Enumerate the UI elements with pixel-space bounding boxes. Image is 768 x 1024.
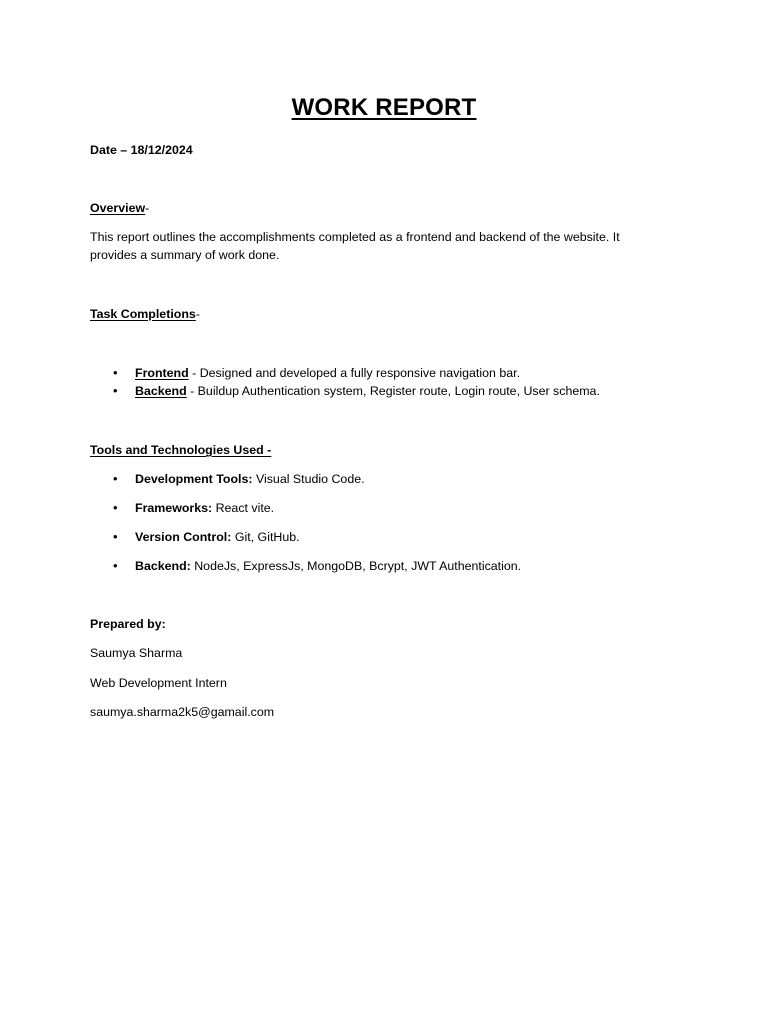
tool-text: React vite. [212, 501, 275, 515]
tool-text: NodeJs, ExpressJs, MongoDB, Bcrypt, JWT Authentication. [190, 559, 522, 573]
tool-label: Backend: [135, 559, 191, 573]
tool-item-backend [135, 557, 521, 575]
tasks-heading-suffix: - [195, 307, 200, 321]
tool-label: Version Control: [135, 530, 232, 544]
task-item-frontend [135, 364, 520, 382]
tools-heading [90, 441, 271, 459]
tools-heading-label: Tools and Technologies Used - [90, 443, 272, 457]
tool-text: Visual Studio Code. [252, 472, 365, 486]
task-item-backend [135, 382, 600, 400]
bullet-icon: • [113, 383, 118, 398]
tool-label: Frameworks: [135, 501, 213, 515]
bullet-icon: • [113, 365, 118, 380]
tool-label: Development Tools: [135, 472, 253, 486]
bullet-icon: • [113, 558, 118, 573]
prepared-name: Saumya Sharma [90, 646, 183, 660]
prepared-role: Web Development Intern [90, 676, 227, 690]
tool-text: Git, GitHub. [231, 530, 300, 544]
tool-item-frameworks [135, 499, 274, 517]
tool-item-version-control [135, 528, 300, 546]
task-text: - Buildup Authentication system, Register route, Login route, User schema. [186, 384, 600, 398]
tasks-heading [90, 305, 200, 323]
bullet-icon: • [113, 500, 118, 515]
prepared-heading: Prepared by: [90, 617, 166, 631]
overview-heading-suffix: - [145, 201, 150, 215]
task-text: - Designed and developed a fully responsive navigation bar. [188, 366, 521, 380]
report-date: Date – 18/12/2024 [90, 143, 193, 157]
tool-item-development [135, 470, 365, 488]
report-title: WORK REPORT [291, 94, 477, 121]
bullet-icon: • [113, 529, 118, 544]
bullet-icon: • [113, 471, 118, 486]
overview-heading-label: Overview [90, 201, 146, 215]
overview-heading [90, 199, 149, 217]
prepared-email: saumya.sharma2k5@gamail.com [90, 705, 275, 719]
tasks-heading-label: Task Completions [90, 307, 196, 321]
overview-text-line-2: provides a summary of work done. [90, 248, 280, 262]
task-label: Backend [135, 384, 187, 398]
task-label: Frontend [135, 366, 189, 380]
overview-text-line-1: This report outlines the accomplishments completed as a frontend and backend of the website. It [90, 230, 620, 244]
